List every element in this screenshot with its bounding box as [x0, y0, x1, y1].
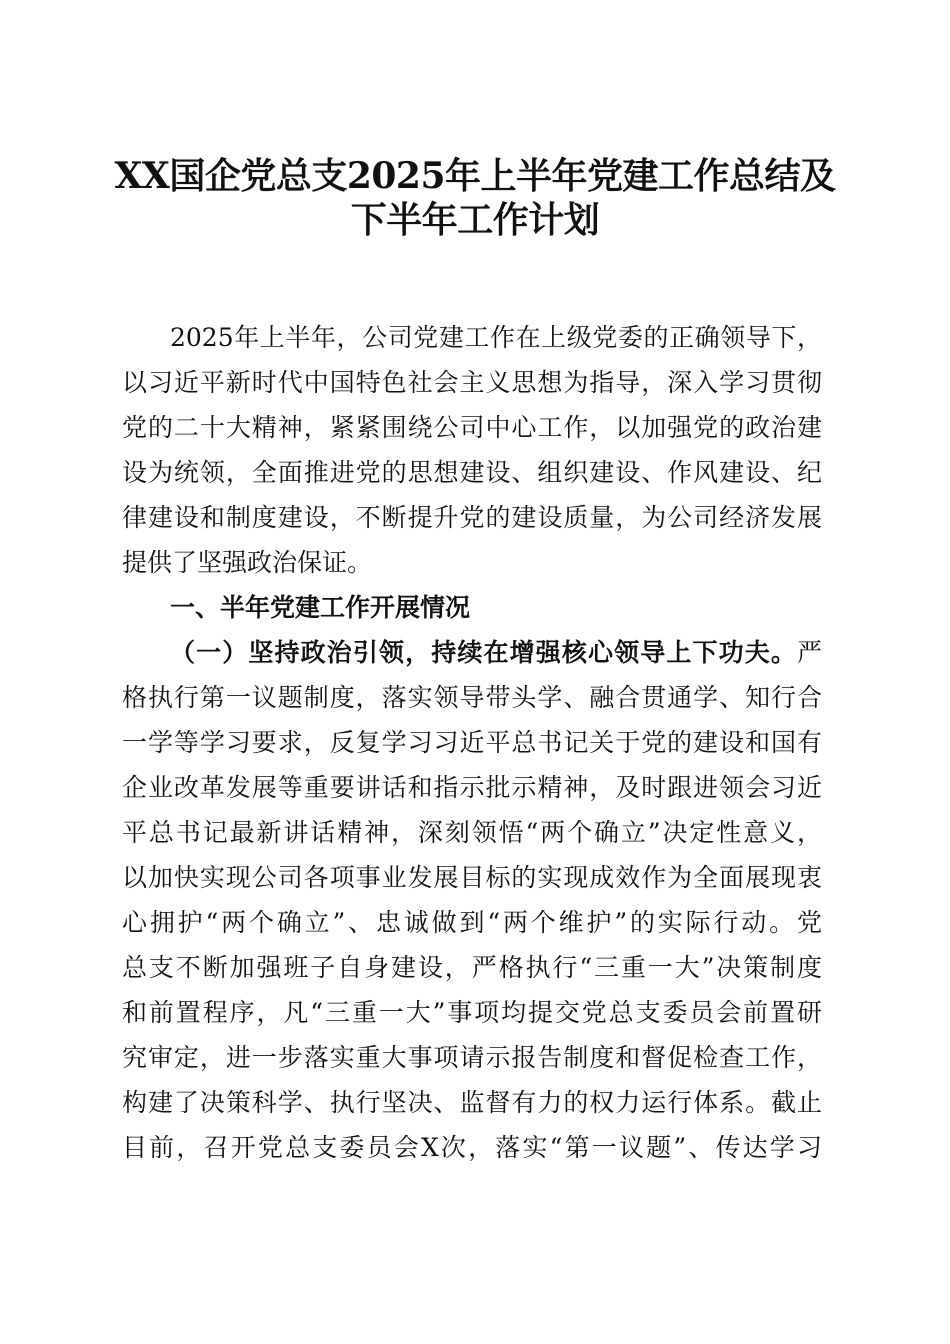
intro-line: 设为统领，全面推进党的思想建设、组织建设、作风建设、纪	[122, 458, 822, 487]
body-line: 企业改革发展等重要讲话和指示批示精神，及时跟进领会习近	[122, 773, 822, 802]
intro-line: 律建设和制度建设，不断提升党的建设质量，为公司经济发展	[122, 503, 822, 532]
document-title-line-1: XX国企党总支2025年上半年党建工作总结及	[114, 155, 836, 197]
body-line: 目前，召开党总支委员会X次，落实“第一议题”、传达学习	[122, 1133, 822, 1162]
intro-line: 以习近平新时代中国特色社会主义思想为指导，深入学习贯彻	[122, 368, 822, 397]
body-line: 总支不断加强班子自身建设，严格执行“三重一大”决策制度	[122, 953, 822, 982]
body-line: 构建了决策科学、执行坚决、监督有力的权力运行体系。截止	[122, 1088, 822, 1117]
section-heading: 一、半年党建工作开展情况	[170, 593, 471, 622]
body-line: 平总书记最新讲话精神，深刻领悟“两个确立”决定性意义，	[122, 818, 822, 847]
intro-line: 提供了坚强政治保证。	[122, 548, 373, 577]
body-line: 格执行第一议题制度，落实领导带头学、融合贯通学、知行合	[122, 683, 822, 712]
body-line: 一学等学习要求，反复学习习近平总书记关于党的建设和国有	[122, 728, 822, 757]
intro-line: 党的二十大精神，紧紧围绕公司中心工作，以加强党的政治建	[122, 413, 822, 442]
subsection-first-line	[170, 638, 822, 668]
subsection-text-start: 严	[796, 638, 822, 667]
body-line: 以加快实现公司各项事业发展目标的实现成效作为全面展现衷	[122, 863, 822, 892]
intro-line: 2025年上半年，公司党建工作在上级党委的正确领导下，	[170, 323, 822, 352]
document-title-line-2: 下半年工作计划	[350, 199, 600, 241]
subsection-heading: （一）坚持政治引领，持续在增强核心领导上下功夫。	[170, 638, 797, 667]
body-line: 和前置程序，凡“三重一大”事项均提交党总支委员会前置研	[122, 998, 822, 1027]
body-line: 究审定，进一步落实重大事项请示报告制度和督促检查工作，	[122, 1043, 822, 1072]
body-line: 心拥护“两个确立”、忠诚做到“两个维护”的实际行动。党	[122, 908, 822, 937]
